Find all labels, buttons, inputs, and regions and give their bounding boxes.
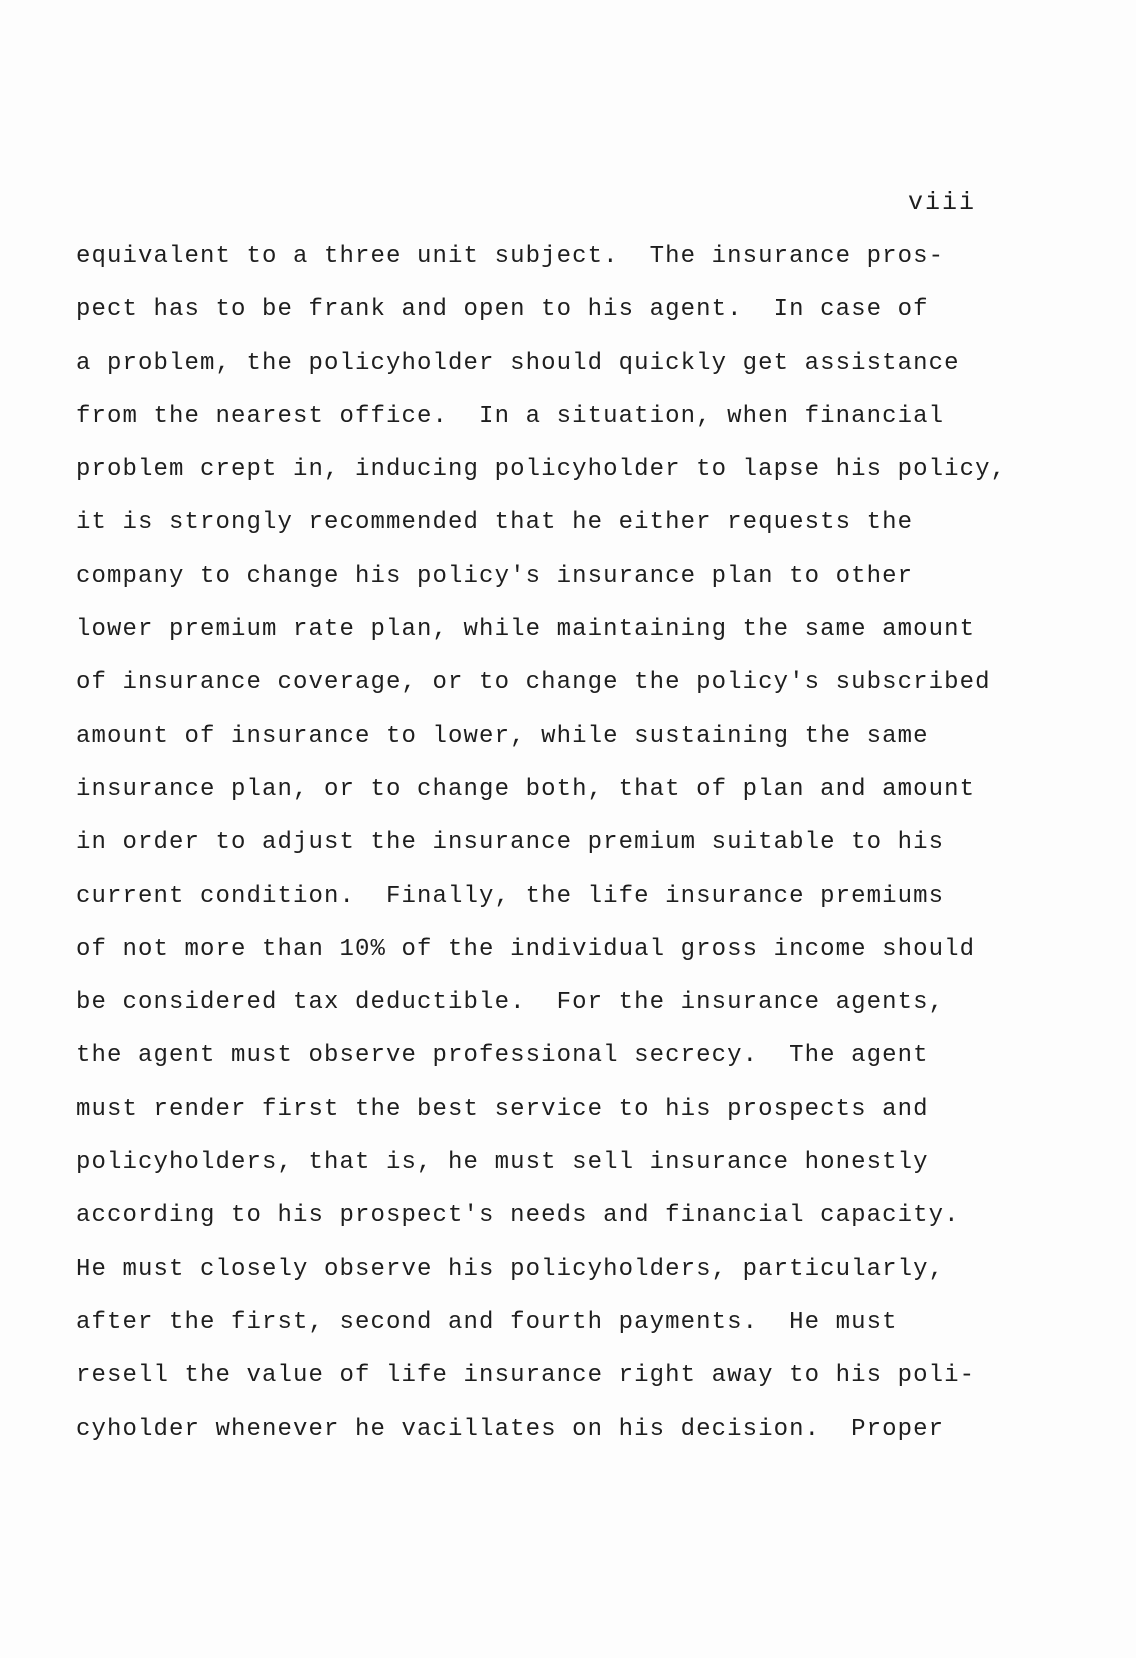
text-line: pect has to be frank and open to his agent. In case of [76, 296, 929, 324]
text-line: insurance plan, or to change both, that of plan and amount [76, 775, 976, 803]
text-line: policyholders, that is, he must sell insurance honestly [76, 1149, 929, 1177]
text-line: must render first the best service to his prospects and [76, 1095, 929, 1123]
page-number: viii [908, 188, 977, 217]
text-line: be considered tax deductible. For the insurance agents, [76, 989, 945, 1017]
text-line: of insurance coverage, or to change the policy's subscribed [76, 669, 991, 697]
text-line: equivalent to a three unit subject. The insurance pros- [76, 243, 945, 270]
text-line: lower premium rate plan, while maintaining the same amount [76, 616, 976, 644]
text-line: in order to adjust the insurance premium suitable to his [76, 829, 945, 857]
text-line: cyholder whenever he vacillates on his decision. Proper [76, 1415, 945, 1443]
body-text [76, 244, 1116, 1470]
text-line: a problem, the policyholder should quickly get assistance [76, 349, 960, 377]
text-line: resell the value of life insurance right away to his poli- [76, 1362, 976, 1390]
text-line: from the nearest office. In a situation, when financial [76, 402, 945, 430]
text-line: of not more than 10% of the individual gross income should [76, 935, 976, 963]
text-line: according to his prospect's needs and financial capacity. [76, 1202, 960, 1230]
text-line: current condition. Finally, the life insurance premiums [76, 882, 945, 910]
text-line: problem crept in, inducing policyholder to lapse his policy, [76, 456, 1007, 484]
text-line: amount of insurance to lower, while sustaining the same [76, 722, 929, 750]
text-line: company to change his policy's insurance plan to other [76, 562, 914, 590]
text-line: it is strongly recommended that he either requests the [76, 509, 914, 537]
text-line: after the first, second and fourth payments. He must [76, 1308, 898, 1336]
text-line: He must closely observe his policyholders, particularly, [76, 1255, 945, 1283]
text-line: the agent must observe professional secrecy. The agent [76, 1042, 929, 1070]
